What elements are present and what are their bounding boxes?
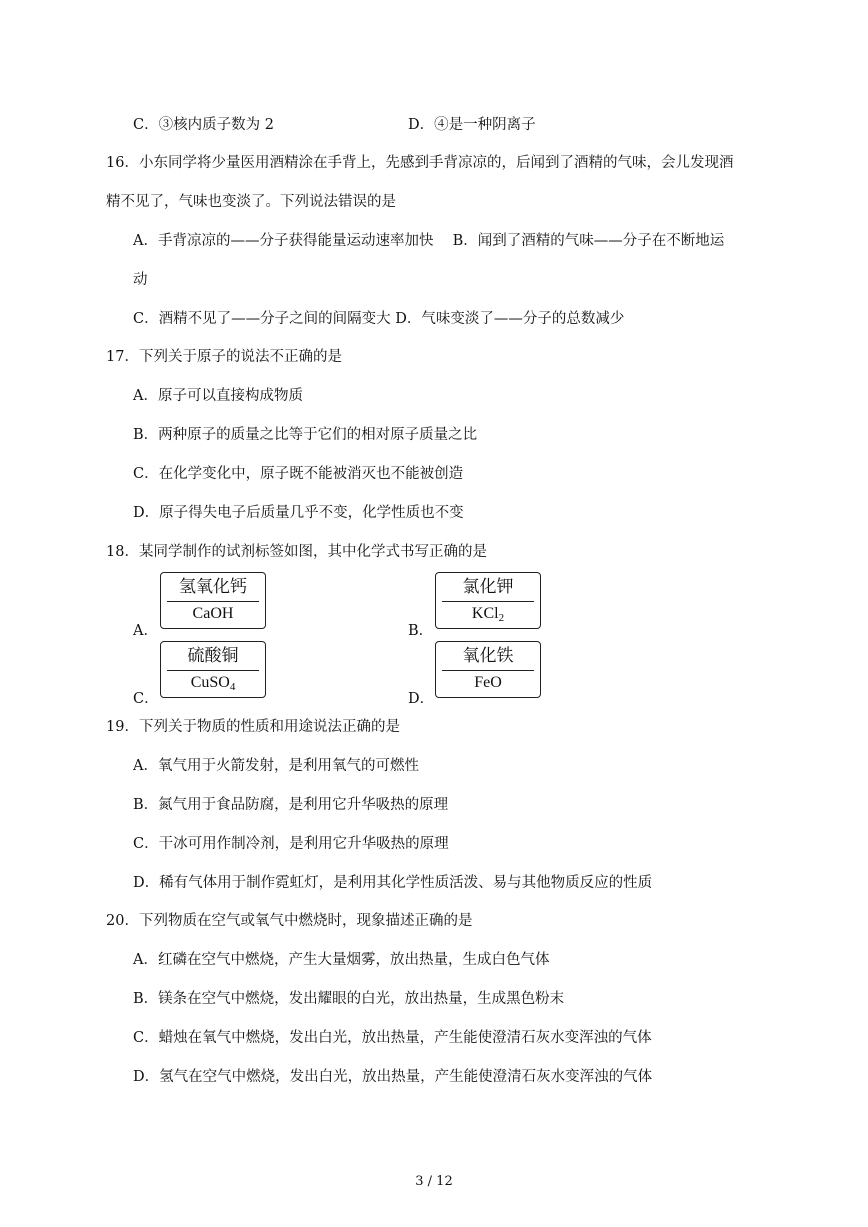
q18-option-c-letter: C．: [133, 691, 159, 707]
label-divider: [442, 601, 534, 602]
q18-option-a-letter: A．: [133, 623, 158, 639]
q19-option-a: A．氧气用于火箭发射，是利用氧气的可燃性: [133, 758, 419, 774]
q16-options-ab-wrap: 动: [133, 272, 148, 288]
reagent-label-a: [160, 572, 266, 629]
q15-option-c: C．③核内质子数为 2: [133, 117, 274, 133]
q16-stem-line2: 精不见了，气味也变淡了。下列说法错误的是: [106, 194, 396, 210]
q18-stem: 18．某同学制作的试剂标签如图，其中化学式书写正确的是: [106, 544, 487, 560]
reagent-label-d: [435, 641, 541, 698]
reagent-label-c: [160, 641, 266, 698]
q19-stem: 19．下列关于物质的性质和用途说法正确的是: [106, 719, 400, 735]
q20-stem: 20．下列物质在空气或氧气中燃烧时，现象描述正确的是: [106, 913, 473, 929]
q16-options-ab: A．手背凉凉的——分子获得能量运动速率加快 B．闻到了酒精的气味——分子在不断地运: [133, 233, 725, 249]
reagent-formula-a: CaOH: [192, 605, 234, 622]
q17-option-c: C．在化学变化中，原子既不能被消灭也不能被创造: [133, 466, 464, 482]
reagent-formula-d: FeO: [474, 674, 502, 691]
q20-option-a: A．红磷在空气中燃烧，产生大量烟雾，放出热量，生成白色气体: [133, 952, 550, 968]
q17-stem: 17．下列关于原子的说法不正确的是: [106, 349, 342, 365]
q18-option-b-letter: B．: [408, 623, 434, 639]
q16-stem-line1: 16．小东同学将少量医用酒精涂在手背上，先感到手背凉凉的，后闻到了酒精的气味，会儿发现酒: [106, 155, 734, 171]
q19-option-d: D．稀有气体用于制作霓虹灯，是利用其化学性质活泼、易与其他物质反应的性质: [133, 875, 653, 891]
reagent-name-a: 氢氧化钙: [179, 577, 247, 597]
reagent-name-c: 硫酸铜: [187, 646, 239, 666]
reagent-formula-b: KCl$_2$: [471, 605, 505, 624]
page-number: 3 / 12: [415, 1174, 453, 1189]
q19-option-c: C．干冰可用作制冷剂，是利用它升华吸热的原理: [133, 836, 449, 852]
label-divider: [167, 670, 259, 671]
reagent-name-d: 氧化铁: [462, 646, 514, 666]
q18-option-d-letter: D．: [408, 691, 435, 707]
q20-option-b: B．镁条在空气中燃烧，发出耀眼的白光，放出热量，生成黑色粉末: [133, 991, 565, 1007]
label-divider: [167, 601, 259, 602]
q17-option-b: B．两种原子的质量之比等于它们的相对原子质量之比: [133, 427, 478, 443]
q16-options-cd: C．酒精不见了——分子之间的间隔变大 D．气味变淡了——分子的总数减少: [133, 311, 625, 327]
q17-option-a: A．原子可以直接构成物质: [133, 388, 303, 404]
reagent-formula-c: CuSO$_4$: [190, 674, 236, 693]
q20-option-d: D．氢气在空气中燃烧，发出白光，放出热量，产生能使澄清石灰水变浑浊的气体: [133, 1069, 653, 1085]
q17-option-d: D．原子得失电子后质量几乎不变，化学性质也不变: [133, 505, 464, 521]
q20-option-c: C．蜡烛在氧气中燃烧，发出白光，放出热量，产生能使澄清石灰水变浑浊的气体: [133, 1030, 652, 1046]
q19-option-b: B．氮气用于食品防腐，是利用它升华吸热的原理: [133, 797, 449, 813]
reagent-label-b: [435, 572, 541, 629]
q15-option-d: D．④是一种阴离子: [408, 117, 536, 133]
reagent-name-b: 氯化钾: [462, 577, 514, 597]
label-divider: [442, 670, 534, 671]
